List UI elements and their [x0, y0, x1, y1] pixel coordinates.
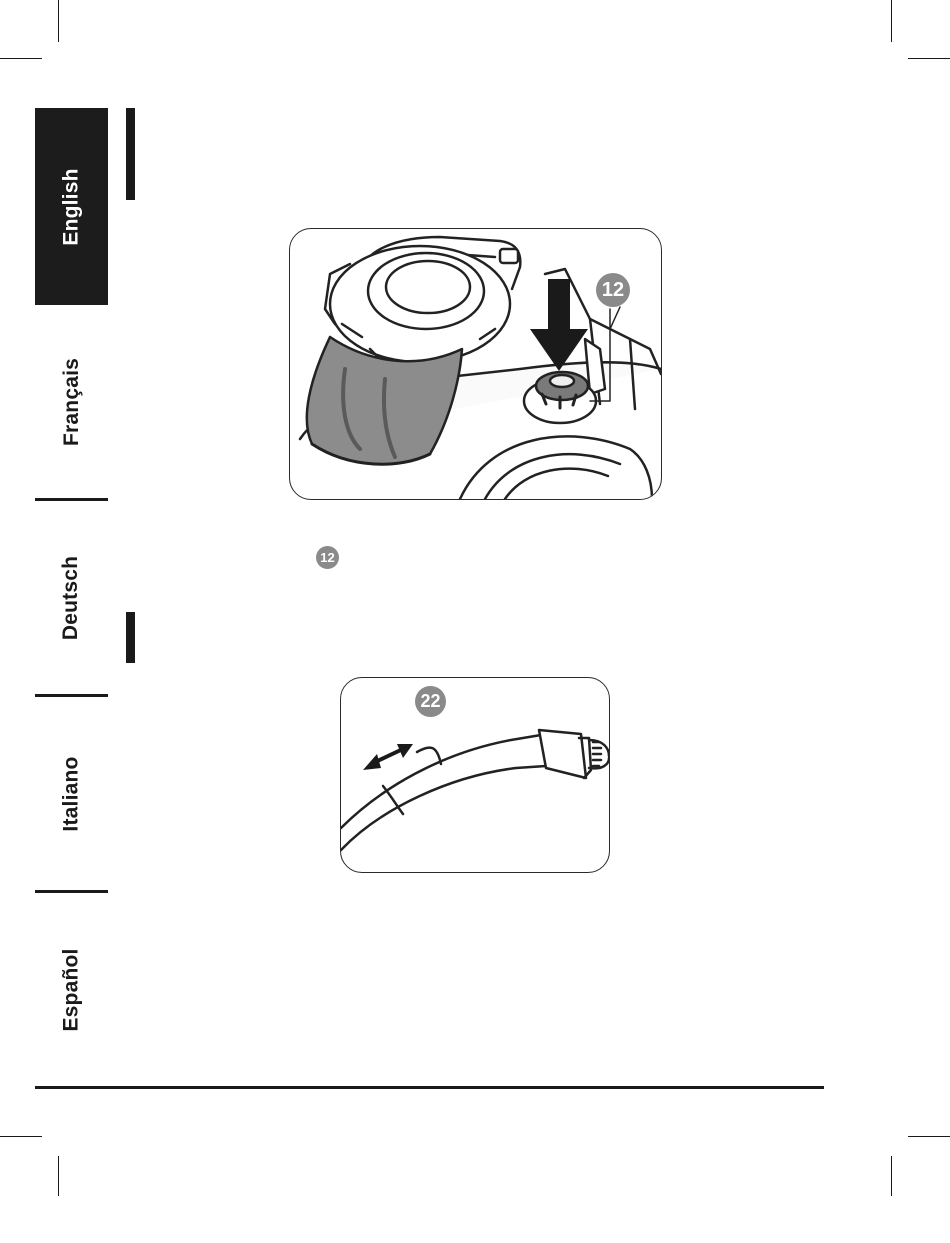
tab-espanol[interactable] — [35, 893, 108, 1086]
crop-mark — [0, 1136, 42, 1137]
tab-francais[interactable] — [35, 305, 108, 498]
crop-mark — [891, 0, 892, 42]
tab-english[interactable] — [35, 108, 108, 305]
vacuum-drawing — [290, 229, 661, 499]
footer-rule — [35, 1086, 824, 1089]
hose-drawing — [341, 678, 609, 872]
press-down-arrow-icon — [530, 279, 588, 371]
tab-italiano-label: Italiano — [59, 755, 83, 832]
vacuum-illustration — [289, 228, 662, 500]
tab-italiano[interactable] — [35, 697, 108, 890]
callout-badge: 22 — [415, 686, 446, 717]
crop-mark — [0, 58, 42, 59]
crop-mark — [58, 0, 59, 42]
tab-francais-label: Français — [59, 357, 83, 446]
tab-espanol-label: Español — [59, 947, 83, 1032]
crop-mark — [908, 1136, 950, 1137]
tab-deutsch[interactable] — [35, 501, 108, 694]
crop-mark — [58, 1156, 59, 1196]
hose-illustration — [340, 677, 610, 873]
slide-arrow-icon — [363, 744, 413, 770]
callout-badge: 12 — [596, 273, 630, 307]
crop-mark — [891, 1156, 892, 1196]
tab-deutsch-label: Deutsch — [59, 555, 83, 640]
section-marker — [126, 108, 135, 200]
tab-english-label: English — [59, 167, 83, 246]
crop-mark — [908, 58, 950, 59]
inline-callout-badge: 12 — [316, 546, 339, 569]
section-marker — [126, 612, 135, 663]
